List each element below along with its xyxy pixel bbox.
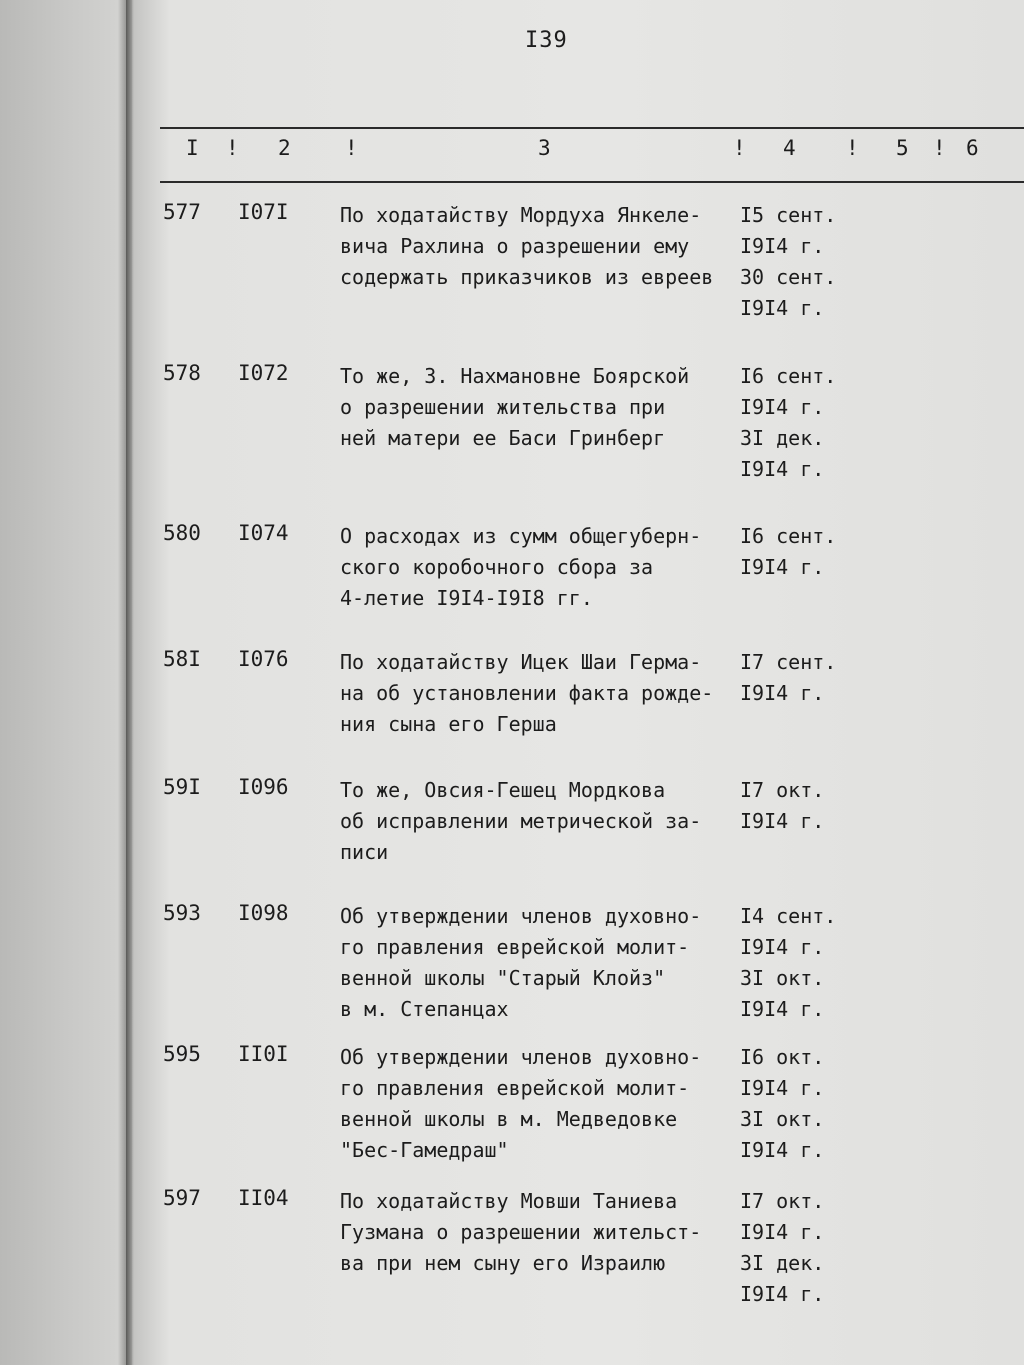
date-line: I9I4 г.: [740, 555, 825, 579]
header-bottom-rule: [160, 181, 1024, 183]
entry-reference: I098: [238, 901, 289, 925]
entry-description: [340, 775, 701, 868]
description-line: писи: [340, 840, 389, 864]
date-line: I9I4 г.: [740, 1076, 825, 1100]
date-line: I9I4 г.: [740, 234, 825, 258]
date-line: I6 сент.: [740, 524, 837, 548]
header-col-4: 4: [783, 136, 796, 160]
description-line: венной школы "Старый Клойз": [340, 966, 666, 990]
header-separator: !: [846, 136, 859, 160]
date-line: I9I4 г.: [740, 457, 825, 481]
entry-number: 59I: [163, 775, 201, 799]
entry-reference: I074: [238, 521, 289, 545]
date-line: I9I4 г.: [740, 1138, 825, 1162]
description-line: То же, Овсия-Гешец Мордкова: [340, 778, 666, 802]
date-line: 30 сент.: [740, 265, 837, 289]
description-line: венной школы в м. Медведовке: [340, 1107, 678, 1131]
entry-dates: [740, 1042, 824, 1166]
entry-description: [340, 901, 701, 1025]
entry-reference: I072: [238, 361, 289, 385]
description-line: Об утверждении членов духовно-: [340, 1045, 702, 1069]
description-line: 4-летие I9I4-I9I8 гг.: [340, 586, 593, 610]
header-col-6: 6: [966, 136, 979, 160]
description-line: ва при нем сыну его Израилю: [340, 1251, 666, 1275]
entry-dates: [740, 1186, 824, 1310]
page-number: I39: [525, 28, 568, 53]
description-line: Гузмана о разрешении жительст-: [340, 1220, 702, 1244]
date-line: I9I4 г.: [740, 395, 825, 419]
date-line: I7 окт.: [740, 1189, 825, 1213]
description-line: ней матери ее Баси Гринберг: [340, 426, 666, 450]
description-line: Об утверждении членов духовно-: [340, 904, 702, 928]
description-line: в м. Степанцах: [340, 997, 509, 1021]
entry-reference: I076: [238, 647, 289, 671]
description-line: на об установлении факта рожде-: [340, 681, 714, 705]
date-line: I5 сент.: [740, 203, 837, 227]
description-line: [340, 1279, 701, 1310]
header-col-2: 2: [278, 136, 291, 160]
date-line: 3I окт.: [740, 966, 825, 990]
entry-number: 578: [163, 361, 201, 385]
description-line: об исправлении метрической за-: [340, 809, 702, 833]
header-separator: !: [933, 136, 946, 160]
date-line: I6 окт.: [740, 1045, 825, 1069]
entry-dates: [740, 901, 836, 1025]
entry-description: [340, 647, 713, 740]
date-line: 3I дек.: [740, 426, 825, 450]
date-line: 3I дек.: [740, 1251, 825, 1275]
date-line: I7 сент.: [740, 650, 837, 674]
description-line: По ходатайству Мордуха Янкеле-: [340, 203, 702, 227]
description-line: [340, 293, 713, 324]
book-spine: [126, 0, 132, 1365]
description-line: ния сына его Герша: [340, 712, 557, 736]
description-line: То же, З. Нахмановне Боярской: [340, 364, 690, 388]
description-line: По ходатайству Ицек Шаи Герма-: [340, 650, 702, 674]
entry-dates: [740, 647, 836, 709]
date-line: I9I4 г.: [740, 1220, 825, 1244]
description-line: содержать приказчиков из евреев: [340, 265, 714, 289]
date-line: I9I4 г.: [740, 935, 825, 959]
entry-number: 597: [163, 1186, 201, 1210]
date-line: I9I4 г.: [740, 681, 825, 705]
description-line: О расходах из сумм общегуберн-: [340, 524, 702, 548]
description-line: вича Рахлина о разрешении ему: [340, 234, 690, 258]
header-separator: !: [733, 136, 746, 160]
date-line: I6 сент.: [740, 364, 837, 388]
date-line: I9I4 г.: [740, 296, 825, 320]
header-separator: !: [226, 136, 239, 160]
entry-number: 577: [163, 200, 201, 224]
description-line: о разрешении жительства при: [340, 395, 666, 419]
date-line: I9I4 г.: [740, 1282, 825, 1306]
entry-description: [340, 361, 689, 485]
entry-dates: [740, 775, 824, 837]
date-line: I4 сент.: [740, 904, 837, 928]
entry-number: 595: [163, 1042, 201, 1066]
header-col-3: 3: [538, 136, 551, 160]
previous-page-edge: [0, 0, 128, 1365]
header-col-1: I: [186, 136, 199, 160]
date-line: 3I окт.: [740, 1107, 825, 1131]
entry-description: [340, 1042, 701, 1166]
date-line: I9I4 г.: [740, 997, 825, 1021]
entry-dates: [740, 361, 836, 485]
header-top-rule: [160, 127, 1024, 129]
entry-description: [340, 521, 701, 614]
entry-number: 593: [163, 901, 201, 925]
entry-reference: I096: [238, 775, 289, 799]
description-line: го правления еврейской молит-: [340, 1076, 690, 1100]
entry-reference: I07I: [238, 200, 289, 224]
date-line: I9I4 г.: [740, 809, 825, 833]
entry-reference: II0I: [238, 1042, 289, 1066]
entry-dates: [740, 521, 836, 583]
date-line: I7 окт.: [740, 778, 825, 802]
description-line: ского коробочного сбора за: [340, 555, 654, 579]
entry-description: [340, 200, 713, 324]
description-line: го правления еврейской молит-: [340, 935, 690, 959]
description-line: "Бес-Гамедраш": [340, 1138, 509, 1162]
description-line: [340, 454, 689, 485]
header-col-5: 5: [896, 136, 909, 160]
entry-dates: [740, 200, 836, 324]
entry-number: 58I: [163, 647, 201, 671]
entry-number: 580: [163, 521, 201, 545]
entry-description: [340, 1186, 701, 1310]
header-separator: !: [345, 136, 358, 160]
description-line: По ходатайству Мовши Таниева: [340, 1189, 678, 1213]
entry-reference: II04: [238, 1186, 289, 1210]
